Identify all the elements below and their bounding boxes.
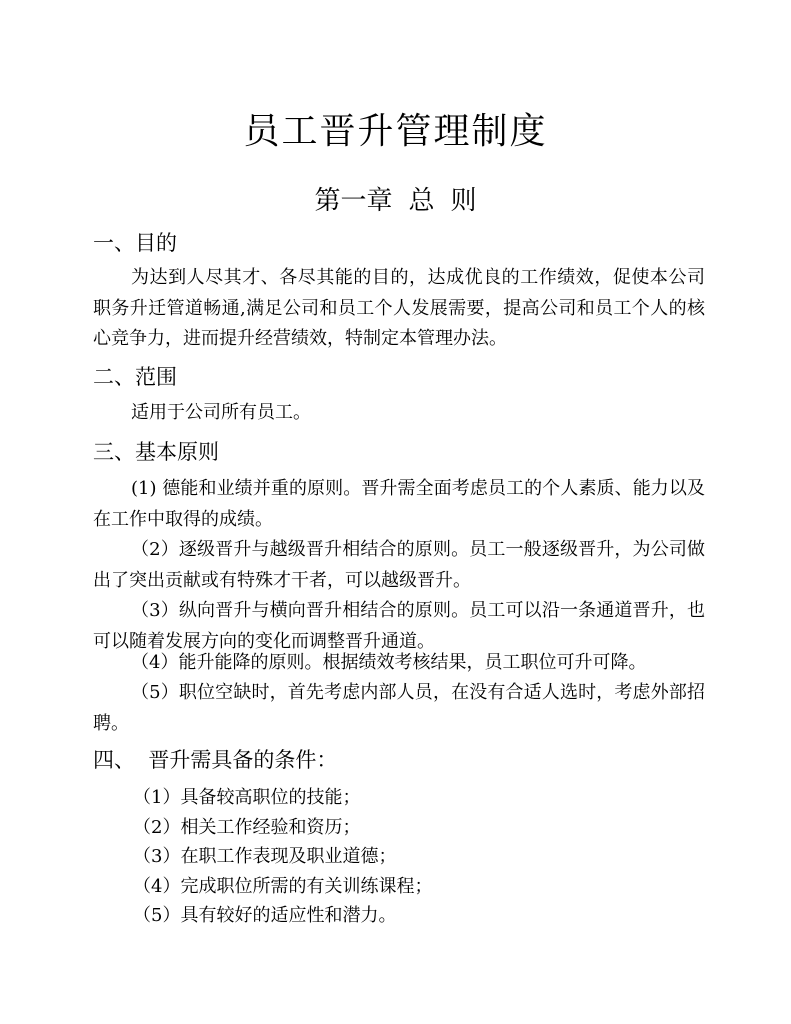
principle-item-3: （3）纵向晋升与横向晋升相结合的原则。员工可以沿一条通道晋升，也可以随着发展方向的变化而调整晋升通道。 — [93, 600, 705, 652]
section-body-scope: 适用于公司所有员工。 — [131, 402, 311, 423]
chapter-label: 第一章 — [314, 186, 393, 216]
principle-item-4: （4）能升能降的原则。根据绩效考核结果，员工职位可升可降。 — [131, 652, 647, 673]
section-heading-scope: 二、范围 — [93, 365, 177, 389]
condition-item-5: （5）具有较好的适应性和潜力。 — [133, 905, 397, 926]
principle-item-5: （5）职位空缺时，首先考虑内部人员，在没有合适人选时，考虑外部招聘。 — [93, 682, 705, 734]
principle-item-2: （2）逐级晋升与越级晋升相结合的原则。员工一般逐级晋升，为公司做出了突出贡献或有特殊才干者，可以越级晋升。 — [93, 539, 705, 591]
condition-item-4: （4）完成职位所需的有关训练课程； — [133, 875, 433, 897]
condition-item-2: （2）相关工作经验和资历； — [133, 816, 361, 838]
chapter-title-part-1: 总 — [408, 186, 435, 216]
chapter-title-part-2: 则 — [450, 186, 477, 216]
section-heading-conditions: 四、 晋升需具备的条件： — [93, 748, 338, 772]
section-body-purpose: 为达到人尽其才、各尽其能的目的，达成优良的工作绩效，促使本公司职务升迁管道畅通,满足公司和员工个人发展需要，提高公司和员工个人的核心竞争力，进而提升经营绩效，特制定本管理办法。 — [93, 267, 705, 349]
principle-item-1: (1) 德能和业绩并重的原则。晋升需全面考虑员工的个人素质、能力以及在工作中取得的成绩。 — [93, 478, 705, 530]
conditions-list — [93, 783, 432, 931]
section-heading-purpose: 一、目的 — [93, 231, 177, 255]
document-title: 员工晋升管理制度 — [243, 111, 548, 152]
condition-item-3: （3）在职工作表现及职业道德； — [133, 846, 397, 867]
condition-item-1: （1）具备较高职位的技能； — [133, 787, 361, 808]
chapter-title — [0, 183, 791, 219]
section-heading-principles: 三、基本原则 — [93, 440, 219, 464]
